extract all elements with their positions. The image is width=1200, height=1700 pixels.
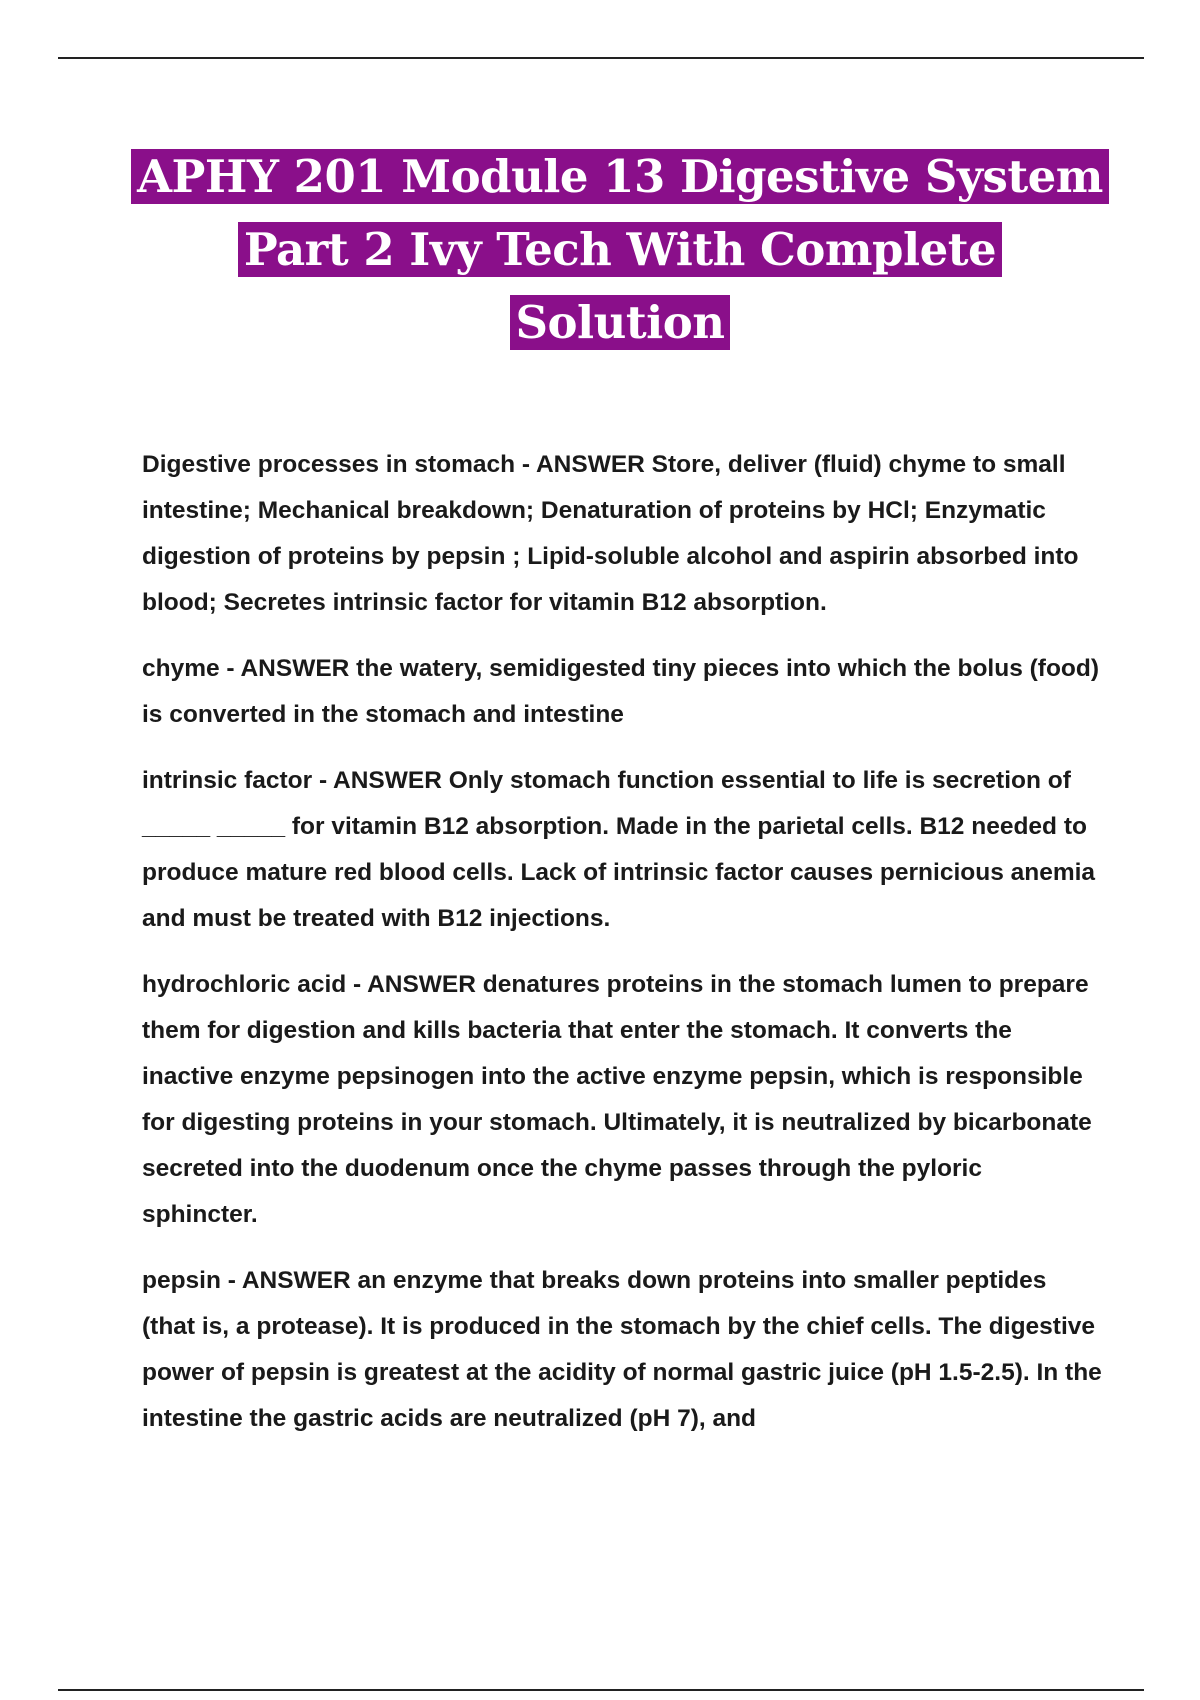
entry-chyme: chyme - ANSWER the watery, semidigested tiny pieces into which the bolus (food) is converted in the stomach and intestine: [142, 655, 1099, 728]
document-title: [130, 140, 1110, 359]
entry-intrinsic-factor: intrinsic factor - ANSWER Only stomach function essential to life is secretion of _____ _____ for vitamin B12 absorption. Made in the parietal cells. B12 needed to produce mature red blood cells. Lack of intrinsic factor causes pernicious anemia and must be treated with B12 injections.: [142, 767, 1096, 932]
entry-hydrochloric-acid: hydrochloric acid - ANSWER denatures proteins in the stomach lumen to prepare them for digestion and kills bacteria that enter the stomach. It converts the inactive enzyme pepsinogen into the active enzyme pepsin, which is responsible for digesting proteins in your stomach. Ultimately, it is neutralized by bicarbonate secreted into the duodenum once the chyme passes through the pyloric sphincter.: [142, 971, 1092, 1228]
entry-digestive-processes: Digestive processes in stomach - ANSWER Store, deliver (fluid) chyme to small intestine; Mechanical breakdown; Denaturation of proteins by HCl; Enzymatic digestion of proteins by pepsin ; Lipid-soluble alcohol and aspirin absorbed into blood; Secretes intrinsic factor for vitamin B12 absorption.: [142, 451, 1079, 616]
bottom-rule: [58, 1689, 1144, 1691]
entry-pepsin: pepsin - ANSWER an enzyme that breaks down proteins into smaller peptides (that is, a protease). It is produced in the stomach by the chief cells. The digestive power of pepsin is greatest at the acidity of normal gastric juice (pH 1.5-2.5). In the intestine the gastric acids are neutralized (pH 7), and: [142, 1267, 1102, 1432]
document-body: [142, 442, 1102, 1462]
top-rule: [58, 57, 1144, 59]
document-title-text: APHY 201 Module 13 Digestive System Part 2 Ivy Tech With Complete Solution: [131, 149, 1109, 350]
